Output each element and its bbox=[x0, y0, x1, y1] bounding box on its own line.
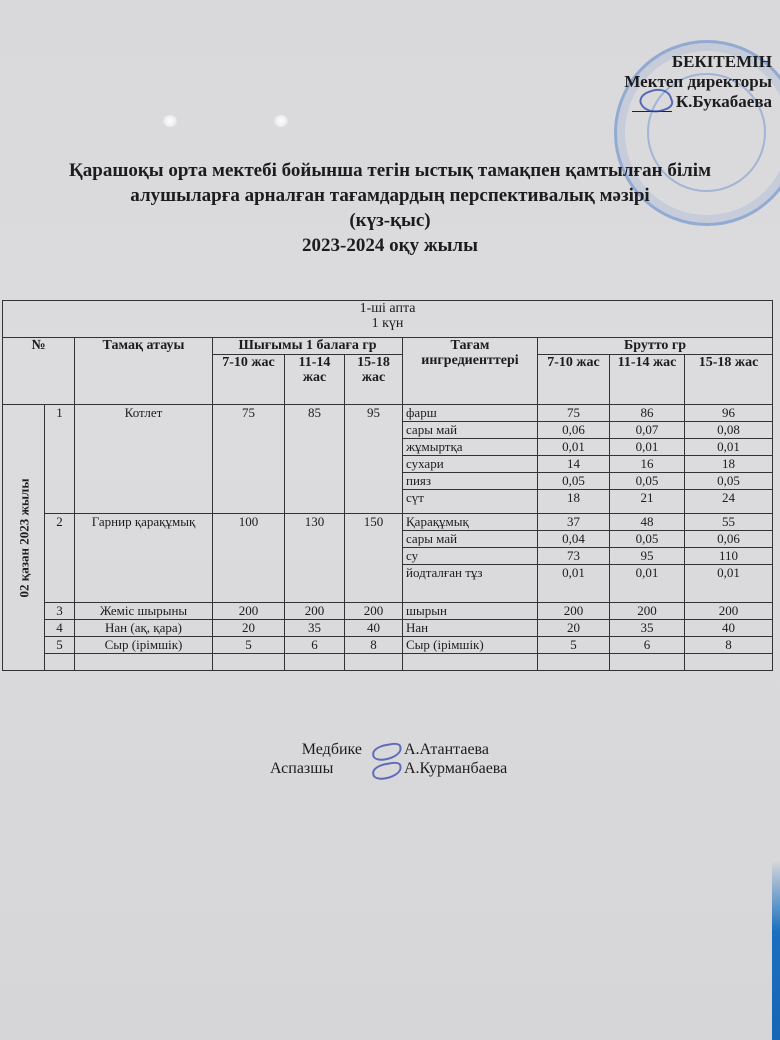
table-row: пияз 0,05 0,05 0,05 bbox=[3, 473, 773, 490]
table-row: 3 Жеміс шырыны 200 200 200 шырын 200 200 200 bbox=[3, 603, 773, 620]
table-row: сухари 14 16 18 bbox=[3, 456, 773, 473]
background-edge bbox=[772, 860, 780, 1040]
signature-icon bbox=[632, 93, 672, 112]
title-line-4: 2023-2024 оқу жылы bbox=[302, 235, 478, 256]
signature-icon bbox=[370, 761, 404, 777]
approval-heading: БЕКІТЕМІН bbox=[671, 52, 772, 71]
header-brutto-age1: 7-10 жас bbox=[538, 355, 610, 405]
table-row: сүт 18 21 24 bbox=[3, 490, 773, 514]
dish-name: Котлет bbox=[75, 405, 213, 514]
header-yield-age2: 11-14 жас bbox=[285, 355, 345, 405]
header-ingredients: Тағам ингредиенттері bbox=[403, 338, 538, 405]
header-num: № bbox=[3, 338, 75, 405]
dish-name: Гарнир қарақұмық bbox=[75, 514, 213, 603]
signers-block bbox=[270, 740, 507, 778]
header-yield: Шығымы 1 балаға гр bbox=[213, 338, 403, 355]
light-glare bbox=[163, 115, 177, 127]
table-row: сары май 0,06 0,07 0,08 bbox=[3, 422, 773, 439]
approval-name: К.Букабаева bbox=[675, 92, 772, 111]
signer-nurse: Медбике А.Атантаева bbox=[301, 741, 489, 758]
table-row-empty bbox=[3, 654, 773, 671]
menu-table bbox=[2, 300, 773, 671]
table-row: 02 қазан 2023 жылы 1 Котлет 75 85 95 фарш 75 86 96 bbox=[3, 405, 773, 422]
dish-name: Жеміс шырыны bbox=[75, 603, 213, 620]
header-brutto-age2: 11-14 жас bbox=[610, 355, 685, 405]
header-brutto: Брутто гр bbox=[538, 338, 773, 355]
table-row: 5 Сыр (ірімшік) 5 6 8 Сыр (ірімшік) 5 6 8 bbox=[3, 637, 773, 654]
header-yield-age3: 15-18 жас bbox=[345, 355, 403, 405]
title-line-3: (күз-қыс) bbox=[349, 210, 431, 231]
dish-name: Сыр (ірімшік) bbox=[75, 637, 213, 654]
week-day-banner: 1-ші апта 1 күн bbox=[3, 301, 773, 338]
approval-role: Мектеп директоры bbox=[624, 72, 772, 91]
signer-cook: Аспазшы А.Курманбаева bbox=[270, 760, 508, 777]
title-line-1: Қарашоқы орта мектебі бойынша тегін ыстық тамақпен қамтылған білім bbox=[68, 160, 712, 181]
signature-icon bbox=[370, 742, 404, 758]
table-row: йодталған тұз 0,01 0,01 0,01 bbox=[3, 565, 773, 603]
title-line-2: алушыларға арналған тағамдардың перспективалық мәзірі bbox=[130, 185, 650, 206]
table-row: жұмыртқа 0,01 0,01 0,01 bbox=[3, 439, 773, 456]
table-row: су 73 95 110 bbox=[3, 548, 773, 565]
light-glare bbox=[274, 115, 288, 127]
header-brutto-age3: 15-18 жас bbox=[685, 355, 773, 405]
table-row: 2 Гарнир қарақұмық 100 130 150 Қарақұмық 37 48 55 bbox=[3, 514, 773, 531]
table-row: сары май 0,04 0,05 0,06 bbox=[3, 531, 773, 548]
approval-block bbox=[624, 52, 772, 112]
date-cell: 02 қазан 2023 жылы bbox=[3, 405, 45, 671]
table-row: 4 Нан (ақ, қара) 20 35 40 Нан 20 35 40 bbox=[3, 620, 773, 637]
dish-name: Нан (ақ, қара) bbox=[75, 620, 213, 637]
document-title bbox=[0, 158, 780, 258]
header-yield-age1: 7-10 жас bbox=[213, 355, 285, 405]
header-dish: Тамақ атауы bbox=[75, 338, 213, 405]
